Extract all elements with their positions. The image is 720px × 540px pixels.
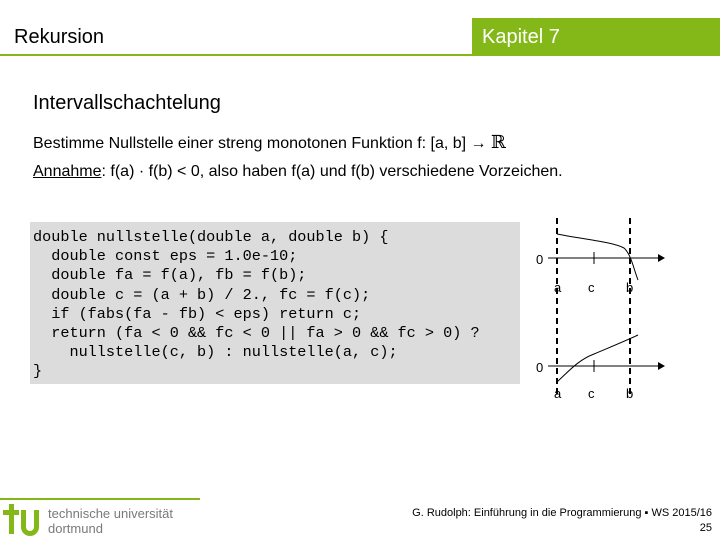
bottom-function-curve bbox=[557, 335, 638, 382]
page-number: 25 bbox=[699, 522, 712, 534]
header-title: Rekursion bbox=[14, 26, 105, 48]
code-line: if (fabs(fa - fb) < eps) return c; bbox=[33, 304, 362, 323]
top-function-curve bbox=[557, 234, 638, 280]
real-numbers-symbol: ℝ bbox=[491, 132, 506, 153]
top-a-label: a bbox=[554, 280, 562, 295]
chapter-bar bbox=[472, 18, 720, 56]
code-line: double const eps = 1.0e-10; bbox=[33, 247, 298, 266]
footer-credit: G. Rudolph: Einführung in die Programmierung ▪ WS 2015/16 bbox=[412, 507, 712, 519]
task-statement bbox=[33, 132, 506, 153]
section-title: Intervallschachtelung bbox=[33, 92, 221, 114]
chapter-label: Kapitel 7 bbox=[482, 26, 560, 48]
footer-line bbox=[0, 498, 200, 500]
code-line: double fa = f(a), fb = f(b); bbox=[33, 266, 307, 285]
code-line: double nullstelle(double a, double b) { bbox=[33, 228, 389, 246]
code-listing bbox=[33, 228, 480, 382]
code-line: return (fa < 0 && fc < 0 || fa > 0 && fc > 0) ? bbox=[33, 324, 480, 343]
top-b-label: b bbox=[626, 280, 634, 295]
tu-logo-mark bbox=[3, 504, 39, 536]
top-axis-arrowhead bbox=[658, 254, 665, 262]
assumption-statement bbox=[33, 163, 563, 181]
code-block bbox=[30, 222, 520, 384]
code-line: double c = (a + b) / 2., fc = f(c); bbox=[33, 285, 371, 304]
assumption-label: Annahme bbox=[33, 163, 102, 180]
university-name-line1: technische universität bbox=[48, 506, 174, 521]
university-name bbox=[48, 506, 173, 536]
task-text: Bestimme Nullstelle einer streng monotonen Funktion f: [a, b] → bbox=[33, 135, 487, 152]
header-title-bar bbox=[0, 18, 472, 56]
top-zero-label: 0 bbox=[536, 252, 544, 267]
assumption-text: : f(a) · f(b) < 0, also haben f(a) und f(b) verschiedene Vorzeichen. bbox=[101, 163, 563, 180]
code-line: } bbox=[33, 362, 43, 381]
bottom-axis-arrowhead bbox=[658, 362, 665, 370]
bottom-b-label: b bbox=[626, 386, 634, 401]
bottom-zero-label: 0 bbox=[536, 360, 544, 375]
university-name-line2: dortmund bbox=[48, 521, 103, 536]
bisection-diagram bbox=[528, 212, 678, 407]
code-line: nullstelle(c, b) : nullstelle(a, c); bbox=[33, 343, 398, 362]
bottom-c-label: c bbox=[588, 386, 595, 401]
bottom-a-label: a bbox=[554, 386, 562, 401]
top-c-label: c bbox=[588, 280, 595, 295]
